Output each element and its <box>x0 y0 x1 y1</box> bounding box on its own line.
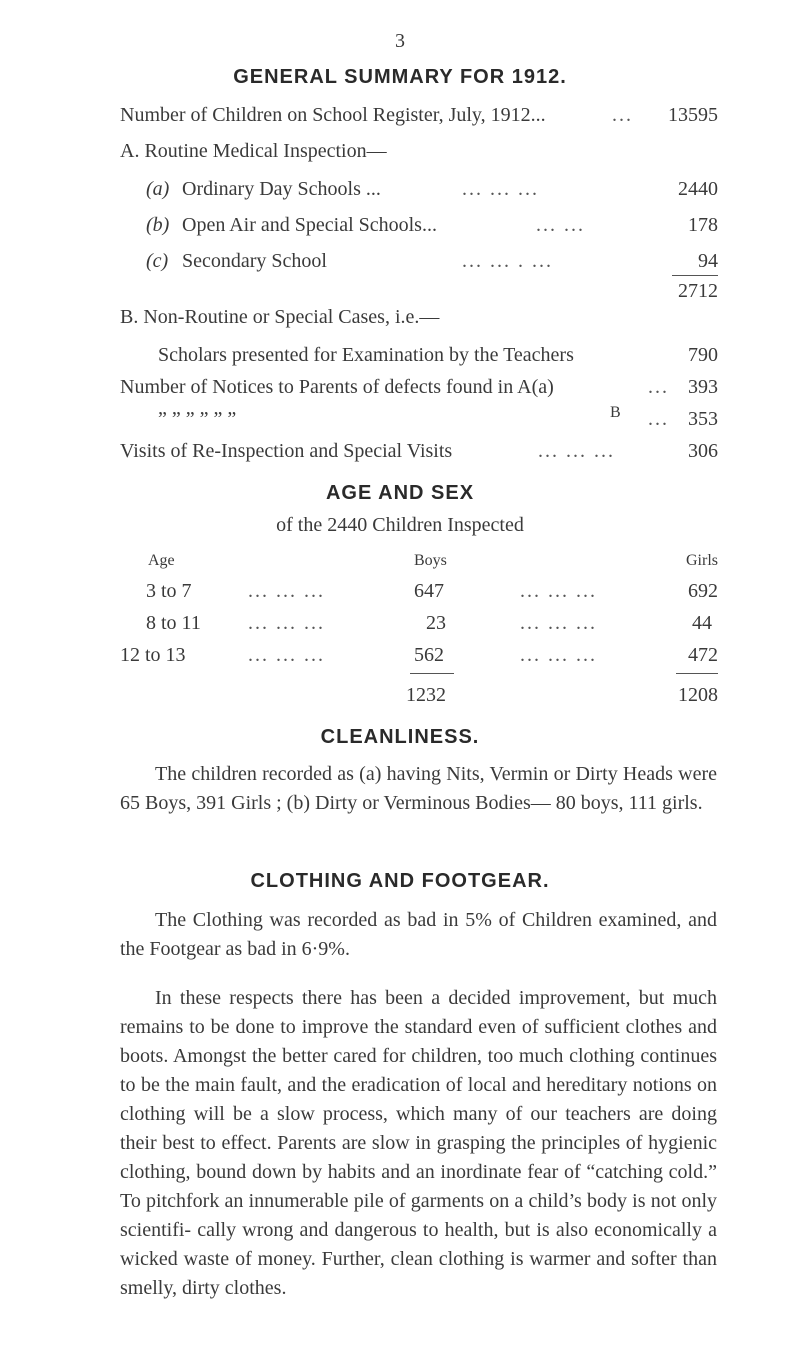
row-dots: ... ... ... <box>520 644 597 666</box>
total-a-value: 2712 <box>678 280 718 302</box>
row-boys: 647 <box>414 580 444 602</box>
notices-a-label: Number of Notices to Parents of defects found in A(a) <box>120 376 554 398</box>
boys-total-rule <box>410 673 454 674</box>
row-dots: ... ... ... <box>248 644 325 666</box>
row-girls: 44 <box>692 612 712 634</box>
item-label: Ordinary Day Schools ... <box>182 178 381 200</box>
register-label: Number of Children on School Register, July, 1912... <box>120 104 546 126</box>
item-label: Secondary School <box>182 250 327 272</box>
notices-b-dots: ... <box>648 408 669 430</box>
row-dots: ... ... ... <box>520 580 597 602</box>
notices-b-ref: B <box>610 404 621 421</box>
clothing-paragraph-1 <box>120 906 717 964</box>
clothing-paragraph-2 <box>120 984 717 1303</box>
item-mark: (a) <box>146 178 170 200</box>
item-dots: ... ... ... <box>462 178 539 200</box>
summary-heading: GENERAL SUMMARY FOR 1912. <box>233 66 567 88</box>
total-girls: 1208 <box>678 684 718 706</box>
register-value: 13595 <box>668 104 718 126</box>
notices-a-dots: ... <box>648 376 669 398</box>
item-value: 178 <box>688 214 718 236</box>
ditto-marks: ” ” ” ” ” ” <box>158 408 237 430</box>
row-boys: 562 <box>414 644 444 666</box>
clothing-text-1: The Clothing was recorded as bad in 5% of Children examined, and the Footgear as bad in 6·9%. <box>120 909 717 960</box>
age-sex-subheading: of the 2440 Children Inspected <box>276 514 524 536</box>
notices-b-value: 353 <box>688 408 718 430</box>
clothing-text-2: In these respects there has been a decided improvement, but much remains to be done to improve the standard even of sufficient clothes and boots. Amongst the better cared for children, too much clothing continues to be the main fault, and the eradication of local and hereditary notions on clothing will be a slow process, which many of our teachers are doing their best to effect. Parents are slow in grasping the principles of hygienic clothing, bound down by habits and an inordinate fear of “catching cold.” To pitchfork an innumerable pile of garments on a child’s body is not only scientifi- cally wrong and dangerous to health, but is also economically a wicked waste of money. Further, clean clothing is warmer and softer than smelly, dirty clothes. <box>120 987 717 1299</box>
row-girls: 472 <box>688 644 718 666</box>
col-girls-header: Girls <box>686 552 718 569</box>
row-dots: ... ... ... <box>248 612 325 634</box>
clothing-heading: CLOTHING AND FOOTGEAR. <box>250 870 550 892</box>
row-dots: ... ... ... <box>520 612 597 634</box>
item-label: Open Air and Special Schools... <box>182 214 437 236</box>
page-number: 3 <box>395 30 405 52</box>
visits-dots: ... ... ... <box>538 440 615 462</box>
row-dots: ... ... ... <box>248 580 325 602</box>
item-mark: (c) <box>146 250 169 272</box>
section-a-label: A. Routine Medical Inspection— <box>120 140 387 162</box>
total-rule <box>672 275 718 276</box>
item-value: 2440 <box>678 178 718 200</box>
cleanliness-text: The children recorded as (a) having Nits, Vermin or Dirty Heads were 65 Boys, 391 Girls ; (b) Dirty or Verminous Bodies— 80 boys, 111 girls. <box>120 763 717 814</box>
col-age-header: Age <box>148 552 175 569</box>
girls-total-rule <box>676 673 718 674</box>
cleanliness-paragraph <box>120 760 717 818</box>
row-girls: 692 <box>688 580 718 602</box>
total-boys: 1232 <box>406 684 446 706</box>
scholars-label: Scholars presented for Examination by the Teachers <box>158 344 574 366</box>
age-sex-heading: AGE AND SEX <box>325 482 475 504</box>
scholars-value: 790 <box>688 344 718 366</box>
visits-label: Visits of Re-Inspection and Special Visits <box>120 440 453 462</box>
item-dots: ... ... . ... <box>462 250 553 272</box>
row-age: 3 to 7 <box>146 580 192 602</box>
item-mark: (b) <box>146 214 170 236</box>
item-dots: ... ... <box>536 214 585 236</box>
register-dots: ... <box>612 104 633 126</box>
item-value: 94 <box>698 250 718 272</box>
row-age: 12 to 13 <box>120 644 186 666</box>
visits-value: 306 <box>688 440 718 462</box>
row-boys: 23 <box>426 612 446 634</box>
row-age: 8 to 11 <box>146 612 201 634</box>
notices-a-value: 393 <box>688 376 718 398</box>
col-boys-header: Boys <box>414 552 447 569</box>
section-b-label: B. Non-Routine or Special Cases, i.e.— <box>120 306 440 328</box>
cleanliness-heading: CLEANLINESS. <box>320 726 480 748</box>
